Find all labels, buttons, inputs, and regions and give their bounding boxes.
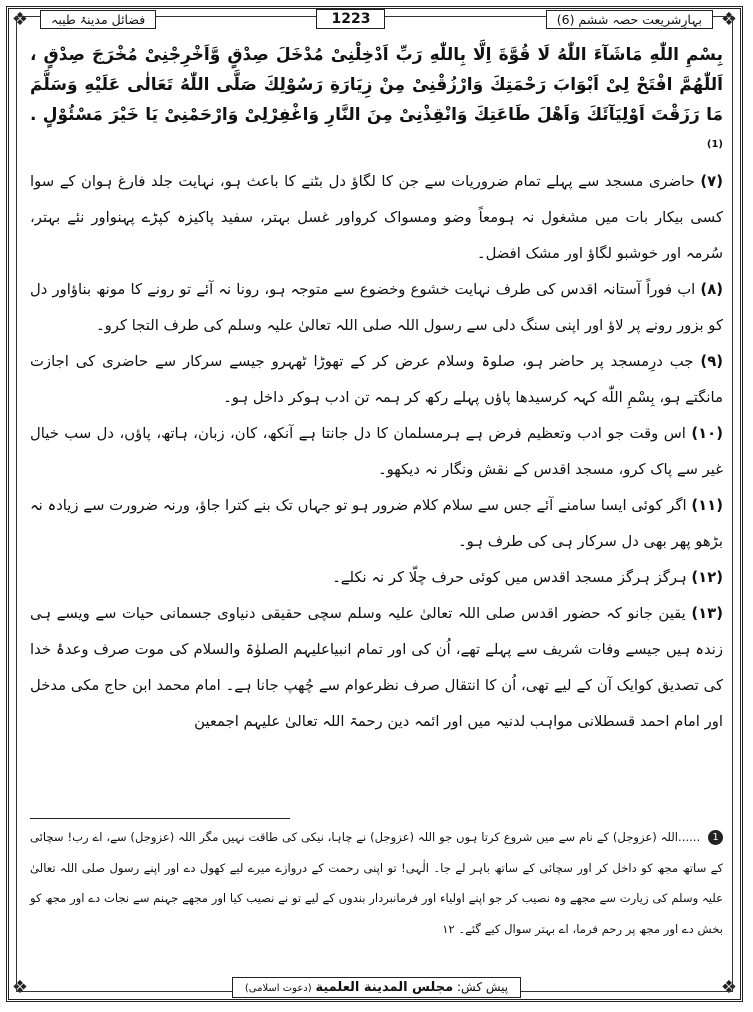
paragraph-number: (۱۲) [691, 568, 723, 586]
chapter-title: فضائل مدینۂ طیبہ [40, 10, 156, 29]
dua-footnote-marker: (1) [706, 139, 723, 150]
page-body [30, 40, 723, 740]
corner-ornament-icon: ❖ [9, 977, 31, 999]
page-number: 1223 [316, 9, 385, 29]
paragraph-text: جب درِمسجد پر حاضر ہو، صلوۃ وسلام عرض کر کے تھوڑا ٹھہرو جیسے سرکار سے حاضری کی اجازت مانگتے ہو، بِسْمِ اللّٰه کہہ کرسیدھا پاؤں پہلے رکھ کر ہمہ تن ادب ہوکر داخل ہو۔ [30, 352, 723, 406]
publisher-sub: (دعوت اسلامی) [244, 983, 312, 994]
paragraph-7 [30, 164, 723, 272]
paragraph-number: (۱۳) [691, 604, 723, 622]
paragraph-text: ہرگز ہرگز مسجد اقدس میں کوئی حرف چلّا کر نہ نکلے۔ [332, 568, 687, 586]
paragraph-12 [30, 560, 723, 596]
paragraph-text: حاضری مسجد سے پہلے تمام ضروریات سے جن کا لگاؤ دل بٹنے کا باعث ہو، نہایت جلد فارغ ہوان کے سوا کسی بیکار بات میں مشغول نہ ہومعاً وضو ومسواک کرواور غسل بہتر، سفید پاکیزہ کپڑے پہنواور نئے بہتر، سُرمہ اور خوشبو لگاؤ اور مشک افضل۔ [30, 172, 723, 262]
paragraph-number: (۸) [700, 280, 723, 298]
dua-text: بِسْمِ اللّٰهِ مَاشَآءَ اللّٰهُ لَا قُوَّةَ اِلَّا بِاللّٰهِ رَبِّ اَدْخِلْنِیْ مُدْخَلَ صِدْقٍ وَّاَخْرِجْنِیْ مُخْرَجَ صِدْقٍ ، اَللّٰهُمَّ افْتَحْ لِیْ اَبْوَابَ رَحْمَتِكَ وَارْزُقْنِیْ مِنْ زِيَارَةِ رَسُوْلِكَ صَلَّی اللّٰهُ تَعَالٰی عَلَيْهِ وَسَلَّمَ مَا رَزَقْتَ اَوْلِيَآئَكَ وَاَهْلَ طَاعَتِكَ وَانْقِذْنِیْ مِنَ النَّارِ وَاغْفِرْلِیْ وَارْحَمْنِیْ يَا خَيْرَ مَسْئُوْلٍ . [30, 45, 723, 125]
footnote-text: ......اللہ (عزوجل) کے نام سے میں شروع کرتا ہوں جو اللہ (عزوجل) نے چاہا، نیکی کی طاقت نہیں مگر اللہ (عزوجل) سے، اے رب! سچائی کے ساتھ مجھ کو داخل کر اور سچائی کے ساتھ باہر لے جا۔ الٰہی! تو اپنی رحمت کے دروازے میرے لیے کھول دے اور اپنے رسول صلی اللہ تعالیٰ علیہ وسلم کی زیارت سے مجھے وہ نصیب کر جو اپنے اولیاء اور فرمانبردار بندوں کے لیے تو نے نصیب کیا اور مجھے جہنم سے نجات دے اور مجھ کو بخش دے اور مجھ پر رحم فرما، اے بہتر سوال کیے گئے۔ ۱۲ [30, 830, 723, 936]
book-title: بہارِشریعت حصہ ششم (6) [546, 10, 713, 29]
paragraph-text: اگر کوئی ایسا سامنے آئے جس سے سلام کلام ضرور ہو تو جہاں تک بنے کترا جاؤ، ورنہ ضرورت سے زیادہ نہ بڑھو پھر بھی دل سرکار ہی کی طرف ہو۔ [30, 496, 723, 550]
paragraph-11 [30, 488, 723, 560]
paragraph-number: (۷) [700, 172, 723, 190]
paragraph-number: (۱۱) [691, 496, 723, 514]
paragraph-number: (۹) [700, 352, 723, 370]
page-header [40, 6, 713, 32]
paragraph-text: اس وقت جو ادب وتعظیم فرض ہے ہرمسلمان کا دل جانتا ہے آنکھ، کان، زبان، ہاتھ، پاؤں، دل سب خیال غیر سے پاک کرو، مسجد اقدس کے نقش ونگار نہ دیکھو۔ [30, 424, 723, 478]
arabic-dua [30, 40, 723, 164]
paragraph-8 [30, 272, 723, 344]
footnote-section [30, 822, 723, 944]
publisher-name: مجلس المدينة العلمية [315, 980, 454, 995]
page-footer [0, 976, 753, 998]
corner-ornament-icon: ❖ [9, 9, 31, 31]
paragraph-number: (۱۰) [691, 424, 723, 442]
publisher-prefix: پیش کش: [457, 980, 509, 994]
paragraph-text: یقین جانو کہ حضور اقدس صلی اللہ تعالیٰ علیہ وسلم سچی حقیقی دنیاوی جسمانی حیات سے ویسے ہی زندہ ہیں جیسے وفات شریف سے پہلے تھے، اُن کی اور تمام انبیاعلیہم الصلوٰۃ والسلام کی موت صرف وعدۂ خدا کی تصدیق کوایک آن کے لیے تھی، اُن کا انتقال صرف نظرعوام سے چُھپ جانا ہے۔ امام محمد ابن حاج مکی مدخل اور امام احمد قسطلانی مواہب لدنیہ میں اور ائمہ دین رحمۃ اللہ تعالیٰ علیہم اجمعین [30, 604, 723, 730]
paragraph-9 [30, 344, 723, 416]
publisher-box [232, 977, 521, 998]
footnote-number-icon: 1 [708, 830, 723, 845]
paragraph-13 [30, 596, 723, 740]
corner-ornament-icon: ❖ [718, 9, 740, 31]
paragraph-text: اب فوراً آستانہ اقدس کی طرف نہایت خشوع وخضوع سے متوجہ ہو، رونا نہ آئے تو رونے کا مونھ بناؤاور دل کو بزور رونے پر لاؤ اور اپنی سنگ دلی سے رسول اللہ صلی اللہ تعالیٰ علیہ وسلم کی طرف التجا کرو۔ [30, 280, 723, 334]
footnote-separator [30, 818, 290, 819]
corner-ornament-icon: ❖ [718, 977, 740, 999]
paragraph-10 [30, 416, 723, 488]
